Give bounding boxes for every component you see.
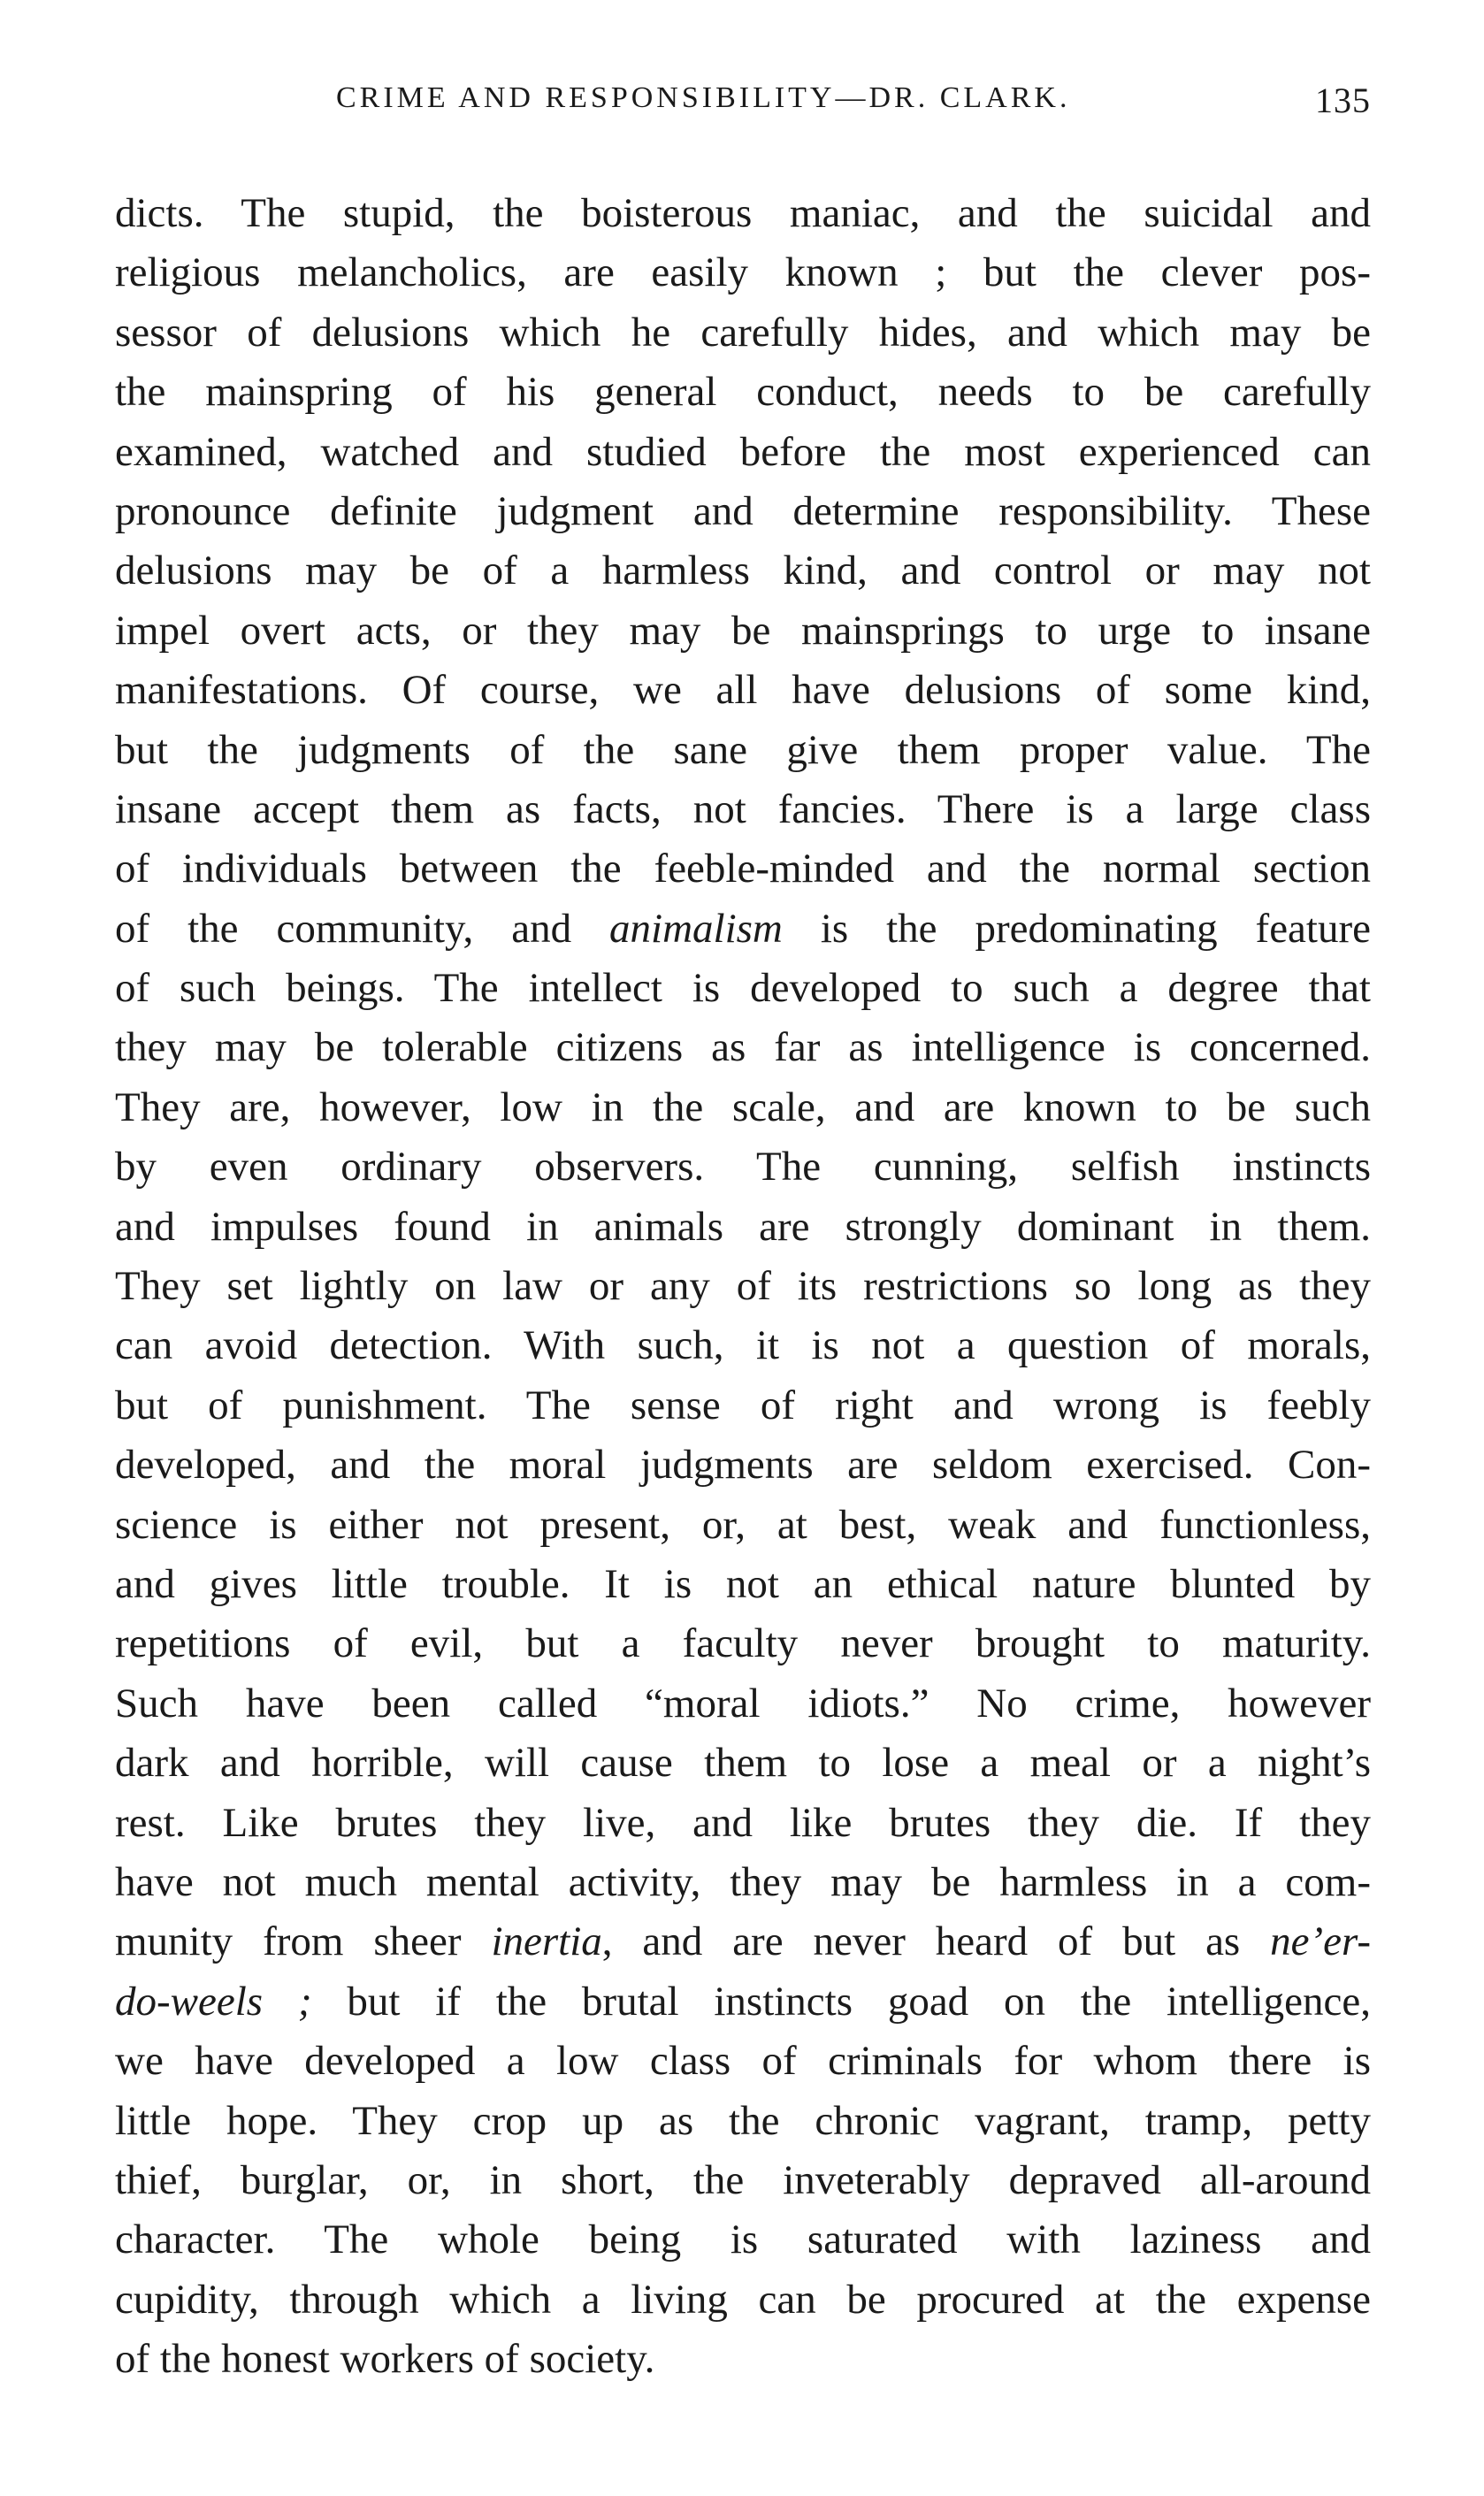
text-segment: religious melancholics, are easily known ; but the clever pos- (115, 249, 1371, 296)
text-line (115, 959, 1371, 1018)
text-line (115, 2330, 1371, 2389)
text-segment: They set lightly on law or any of its restrictions so long as they (115, 1263, 1371, 1310)
italic-term: ne’er- (1270, 1918, 1371, 1965)
text-line (115, 2210, 1371, 2270)
text-segment: thief, burglar, or, in short, the inveterably depraved all-around (115, 2156, 1371, 2203)
text-line (115, 243, 1371, 302)
body-paragraph (115, 184, 1371, 2389)
text-line (115, 1853, 1371, 1912)
text-segment: they may be tolerable citizens as far as intelligence is concerned. (115, 1024, 1371, 1071)
text-line (115, 1496, 1371, 1555)
text-segment: we have developed a low class of criminals for whom there is (115, 2038, 1371, 2085)
text-line (115, 1555, 1371, 1614)
text-line (115, 2032, 1371, 2091)
text-line (115, 839, 1371, 899)
text-segment: little hope. They crop up as the chronic vagrant, tramp, petty (115, 2097, 1371, 2144)
text-line (115, 1376, 1371, 1436)
text-segment: is the predominating feature (782, 905, 1371, 952)
text-segment: They are, however, low in the scale, and are known to be such (115, 1083, 1371, 1130)
text-line (115, 363, 1371, 422)
running-head: CRIME AND RESPONSIBILITY—DR. CLARK. (336, 81, 1071, 114)
text-line (115, 1316, 1371, 1375)
text-segment: the mainspring of his general conduct, needs to be carefully (115, 369, 1371, 416)
text-segment: of individuals between the feeble-minded and the normal section (115, 846, 1371, 892)
text-segment: delusions may be of a harmless kind, and control or may not (115, 547, 1371, 594)
text-line (115, 1734, 1371, 1793)
text-line (115, 1257, 1371, 1316)
text-segment: repetitions of evil, but a faculty never brought to maturity. (115, 1620, 1371, 1667)
text-segment: sessor of delusions which he carefully hides, and which may be (115, 309, 1371, 356)
text-line (115, 184, 1371, 243)
text-segment: munity from sheer (115, 1918, 492, 1965)
text-segment: science is either not present, or, at best, weak and functionless, (115, 1501, 1371, 1548)
text-line (115, 1912, 1371, 1972)
text-segment: but if the brutal instincts goad on the intelligence, (311, 1978, 1371, 2025)
text-segment: by even ordinary observers. The cunning, selfish instincts (115, 1144, 1371, 1191)
text-line (115, 303, 1371, 363)
text-segment: insane accept them as facts, not fancies. There is a large class (115, 785, 1371, 832)
text-segment: but the judgments of the sane give them proper value. The (115, 726, 1371, 773)
text-segment: examined, watched and studied before the most experienced can (115, 428, 1371, 475)
text-line (115, 2270, 1371, 2330)
text-line (115, 1794, 1371, 1853)
text-line (115, 1614, 1371, 1673)
text-line (115, 482, 1371, 541)
text-line (115, 900, 1371, 959)
text-line (115, 1078, 1371, 1137)
text-line (115, 601, 1371, 661)
text-line (115, 1198, 1371, 1257)
text-line (115, 1137, 1371, 1197)
text-segment: cupidity, through which a living can be procured at the expense (115, 2276, 1371, 2323)
text-segment: character. The whole being is saturated with laziness and (115, 2217, 1371, 2263)
text-segment: dicts. The stupid, the boisterous maniac, and the suicidal and (115, 190, 1371, 236)
page-header (115, 81, 1371, 134)
text-line (115, 1436, 1371, 1495)
italic-term: do-weels ; (115, 1978, 312, 2025)
text-segment: manifestations. Of course, we all have delusions of some kind, (115, 667, 1371, 714)
text-segment: Such have been called “moral idiots.” No crime, however (115, 1680, 1371, 1727)
italic-term: animalism (609, 905, 783, 952)
text-segment: of the community, and (115, 905, 610, 952)
text-segment: but of punishment. The sense of right and wrong is feebly (115, 1382, 1371, 1428)
text-line (115, 780, 1371, 839)
text-line (115, 541, 1371, 601)
text-line (115, 721, 1371, 780)
italic-term: inertia (491, 1918, 602, 1965)
text-segment: rest. Like brutes they live, and like brutes they die. If they (115, 1799, 1371, 1846)
text-segment: and impulses found in animals are strongly dominant in them. (115, 1203, 1371, 1250)
text-line (115, 1674, 1371, 1734)
text-segment: can avoid detection. With such, it is not a question of morals, (115, 1322, 1371, 1369)
text-segment: dark and horrible, will cause them to lose a meal or a night’s (115, 1740, 1371, 1787)
text-segment: and gives little trouble. It is not an ethical nature blunted by (115, 1560, 1371, 1607)
text-line (115, 1972, 1371, 2032)
text-segment: have not much mental activity, they may be harmless in a com- (115, 1858, 1371, 1905)
text-segment: developed, and the moral judgments are seldom exercised. Con- (115, 1442, 1371, 1489)
text-segment: of such beings. The intellect is developed to such a degree that (115, 965, 1371, 1012)
text-line (115, 1018, 1371, 1077)
page-number: 135 (1315, 80, 1371, 120)
text-line (115, 661, 1371, 720)
text-segment: of the honest workers of society. (115, 2336, 655, 2383)
text-line (115, 2092, 1371, 2151)
text-segment: pronounce definite judgment and determine responsibility. These (115, 487, 1371, 534)
text-segment: , and are never heard of but as (601, 1918, 1271, 1965)
text-segment: impel overt acts, or they may be mainsprings to urge to insane (115, 607, 1371, 654)
text-line (115, 2151, 1371, 2210)
text-line (115, 423, 1371, 482)
